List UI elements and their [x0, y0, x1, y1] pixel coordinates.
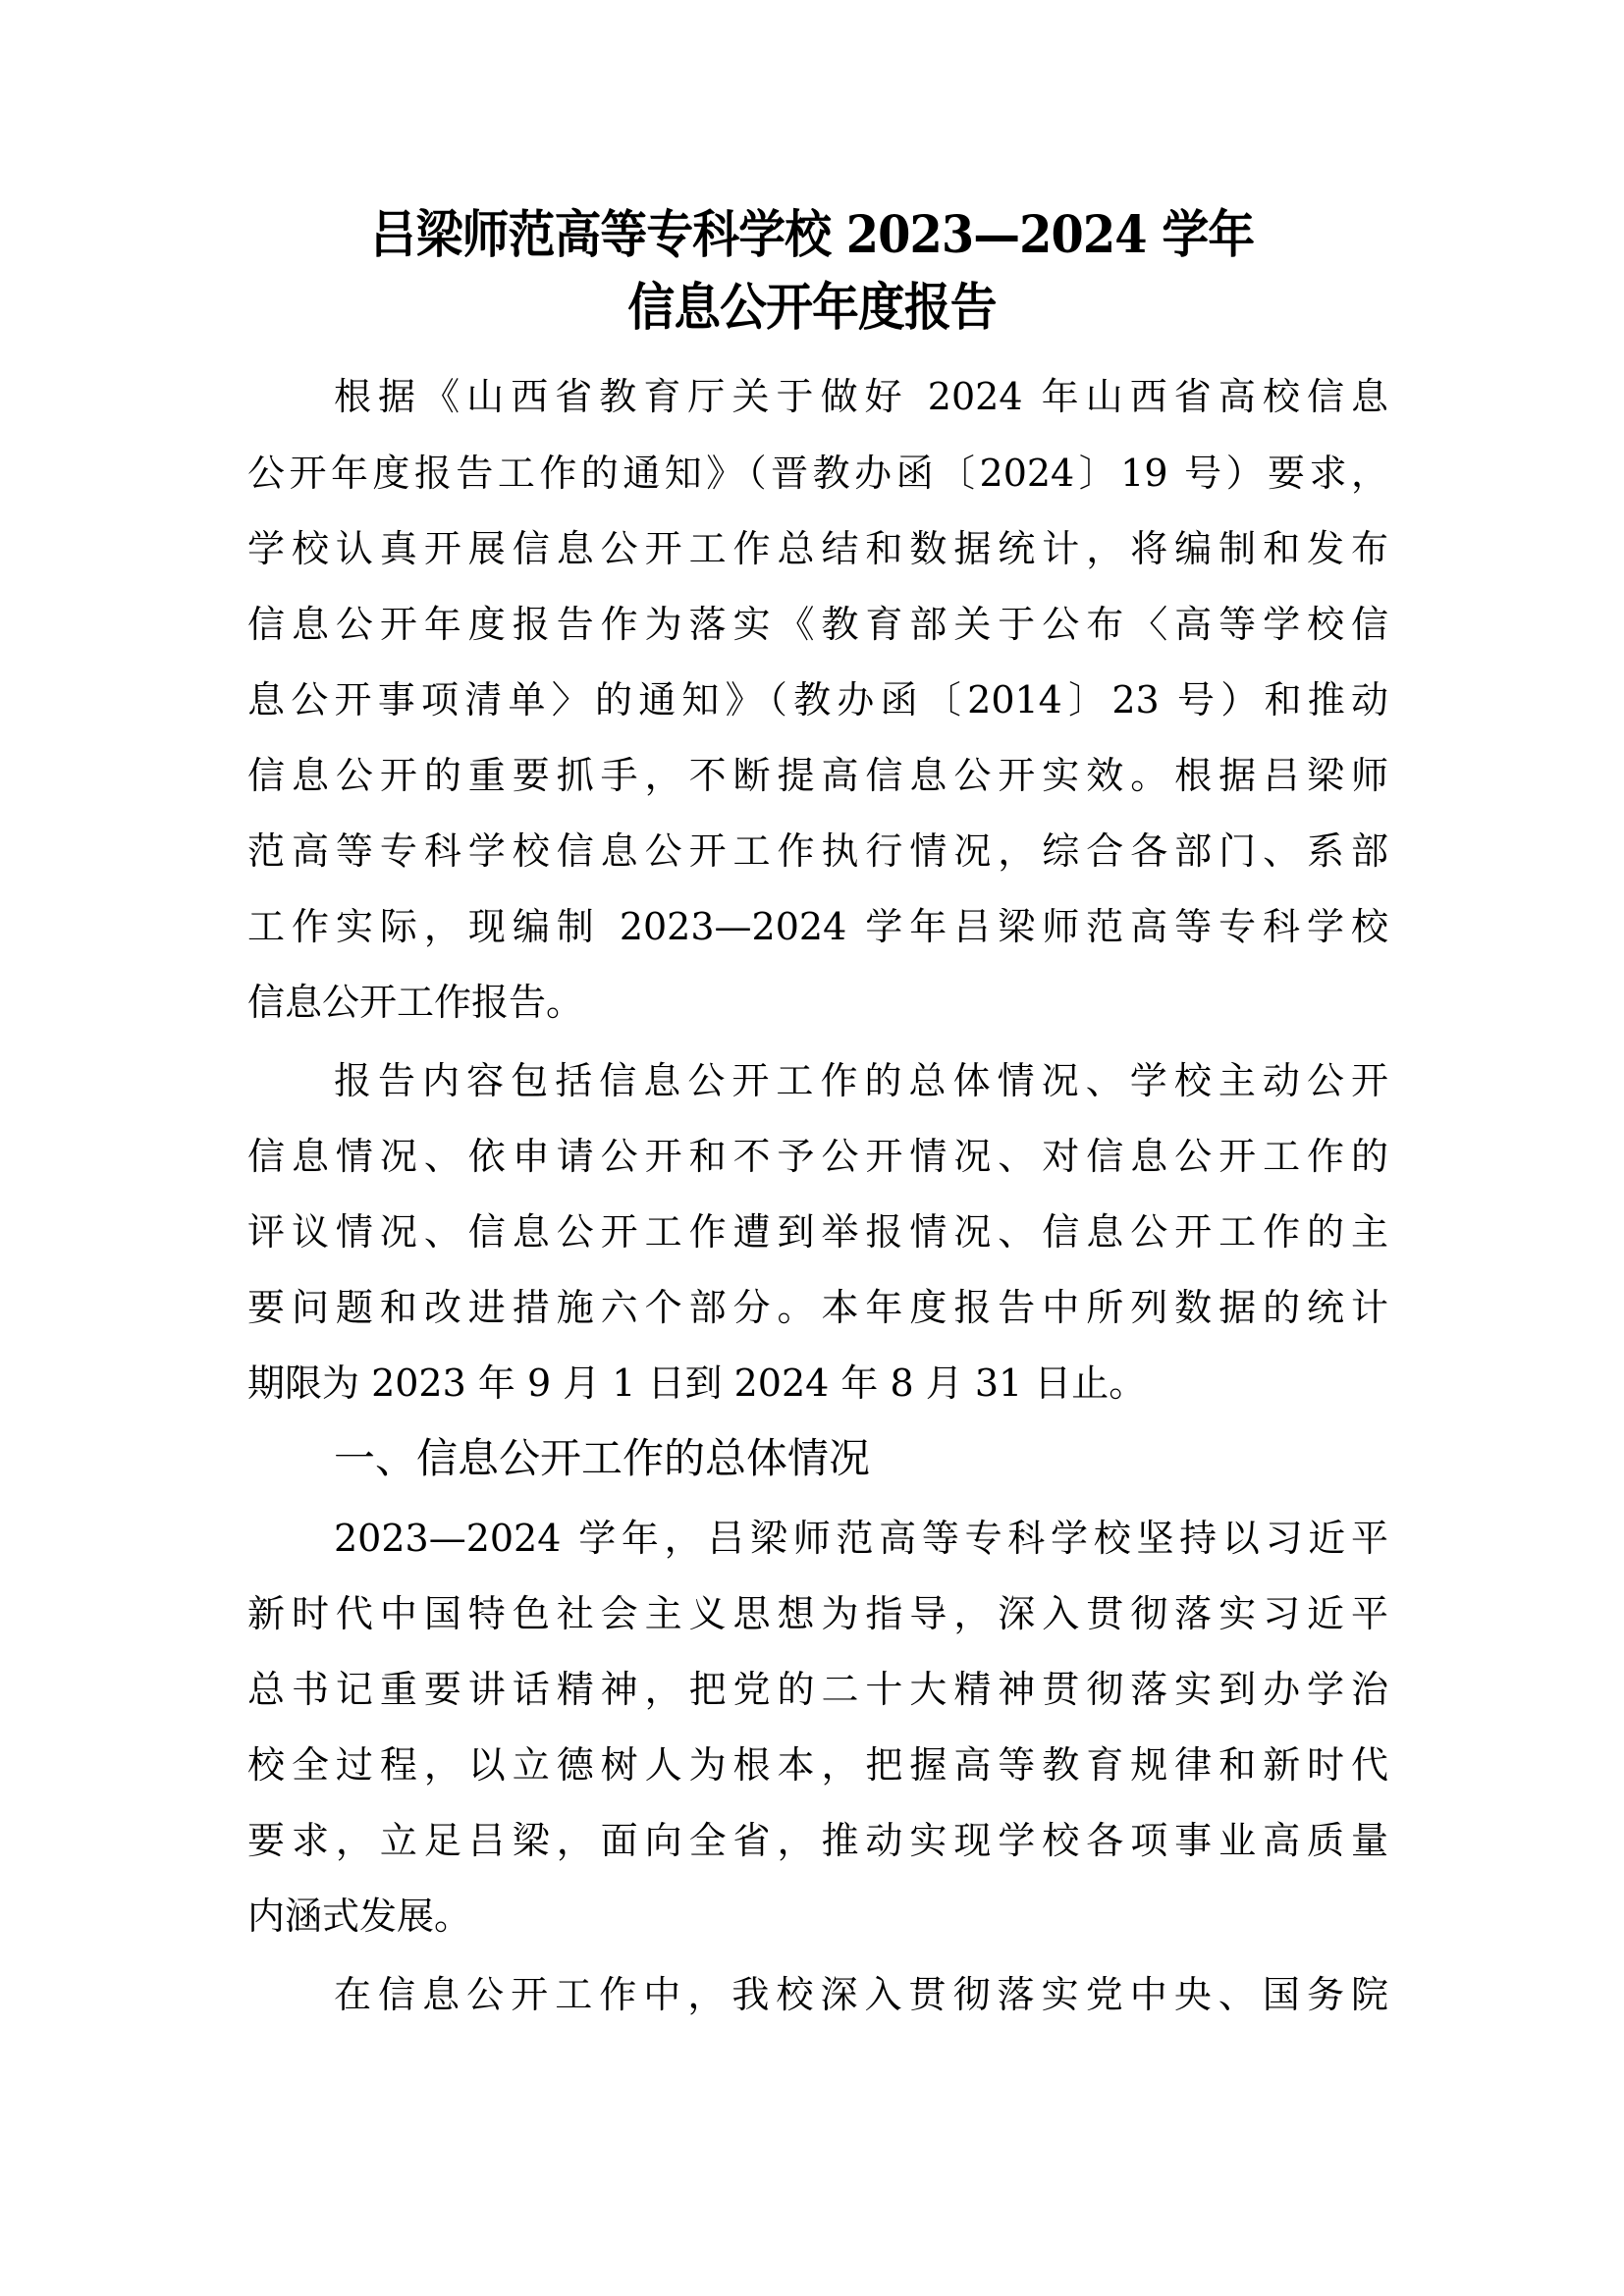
paragraph-1-line-9: 信息公开工作报告。: [247, 981, 584, 1024]
section-heading-1: 一、信息公开工作的总体情况: [334, 1434, 871, 1482]
paragraph-1-line-5: 息公开事项清单〉的通知》（教办函〔2014〕23 号）和推动: [247, 678, 1388, 721]
paragraph-1-line-3: 学校认真开展信息公开工作总结和数据统计，将编制和发布: [247, 527, 1388, 570]
section-paragraph-1-line-5: 要求，立足吕梁，面向全省，推动实现学校各项事业高质量: [247, 1819, 1388, 1862]
paragraph-2-line-2: 信息情况、依申请公开和不予公开情况、对信息公开工作的: [247, 1135, 1388, 1178]
paragraph-2-line-5: 期限为 2023 年 9 月 1 日到 2024 年 8 月 31 日止。: [247, 1362, 1147, 1405]
paragraph-1-line-8: 工作实际，现编制 2023—2024 学年吕梁师范高等专科学校: [247, 905, 1388, 948]
section-paragraph-1-line-3: 总书记重要讲话精神，把党的二十大精神贯彻落实到办学治: [247, 1668, 1388, 1711]
section-paragraph-1-line-6: 内涵式发展。: [247, 1895, 472, 1938]
paragraph-1-line-4: 信息公开年度报告作为落实《教育部关于公布〈高等学校信: [247, 603, 1388, 646]
paragraph-1-line-6: 信息公开的重要抓手，不断提高信息公开实效。根据吕梁师: [247, 754, 1388, 797]
paragraph-2-line-1: 报告内容包括信息公开工作的总体情况、学校主动公开: [334, 1059, 1388, 1102]
document-title-line-1: 吕梁师范高等专科学校 2023—2024 学年: [369, 205, 1255, 265]
paragraph-1-line-7: 范高等专科学校信息公开工作执行情况，综合各部门、系部: [247, 829, 1388, 873]
paragraph-2-line-4: 要问题和改进措施六个部分。本年度报告中所列数据的统计: [247, 1286, 1388, 1329]
paragraph-1-line-2: 公开年度报告工作的通知》（晋教办函〔2024〕19 号）要求，: [247, 452, 1388, 495]
section-paragraph-1-line-2: 新时代中国特色社会主义思想为指导，深入贯彻落实习近平: [247, 1592, 1388, 1635]
section-paragraph-1-line-4: 校全过程，以立德树人为根本，把握高等教育规律和新时代: [247, 1743, 1388, 1787]
section-paragraph-1-line-1: 2023—2024 学年，吕梁师范高等专科学校坚持以习近平: [334, 1517, 1388, 1560]
paragraph-2-line-3: 评议情况、信息公开工作遭到举报情况、信息公开工作的主: [247, 1210, 1388, 1254]
document-title-line-2: 信息公开年度报告: [627, 278, 997, 338]
section-paragraph-2-line-1: 在信息公开工作中，我校深入贯彻落实党中央、国务院: [334, 1973, 1388, 2016]
paragraph-1-line-1: 根据《山西省教育厅关于做好 2024 年山西省高校信息: [334, 375, 1388, 418]
